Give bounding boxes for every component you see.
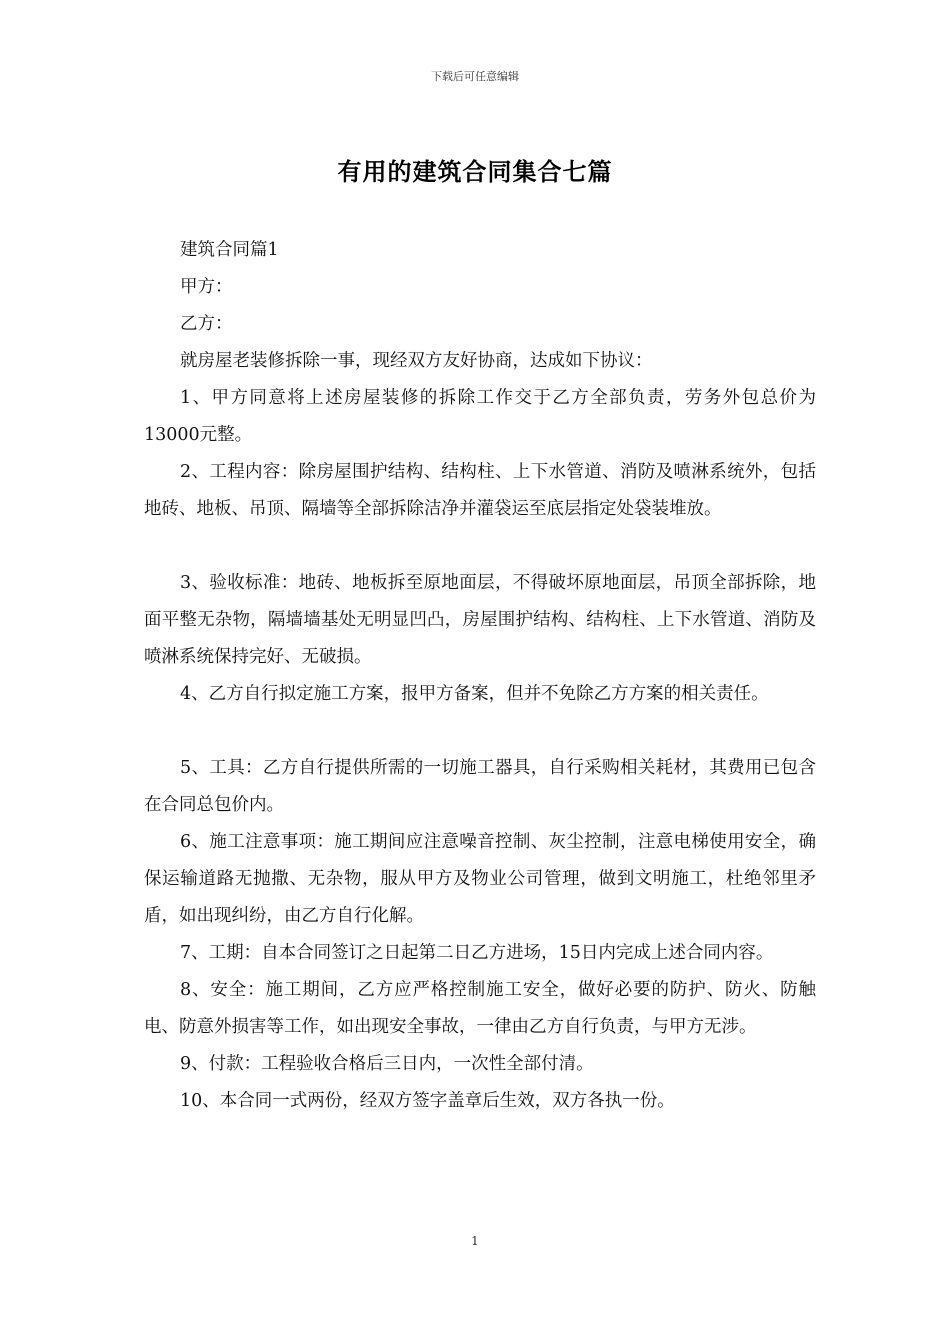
party-b-line: 乙方： bbox=[180, 314, 233, 334]
clause-8: 8、安全：施工期间，乙方应严格控制施工安全，做好必要的防护、防火、防触电、防意外损害等工作，如出现安全事故，一律由乙方自行负责，与甲方无涉。 bbox=[144, 980, 816, 1037]
clause-10: 10、本合同一式两份，经双方签字盖章后生效，双方各执一份。 bbox=[180, 1091, 675, 1111]
document-title: 有用的建筑合同集合七篇 bbox=[337, 157, 613, 186]
page-number: 1 bbox=[471, 1234, 479, 1248]
document-body bbox=[144, 232, 816, 1120]
clause-2: 2、工程内容：除房屋围护结构、结构柱、上下水管道、消防及喷淋系统外，包括地砖、地板、吊顶、隔墙等全部拆除洁净并灌袋运至底层指定处袋装堆放。 bbox=[144, 462, 816, 519]
clause-1: 1、甲方同意将上述房屋装修的拆除工作交于乙方全部负责，劳务外包总价为13000元整。 bbox=[144, 388, 816, 445]
clause-7: 7、工期：自本合同签订之日起第二日乙方进场，15日内完成上述合同内容。 bbox=[180, 943, 774, 963]
clause-4: 4、乙方自行拟定施工方案，报甲方备案，但并不免除乙方方案的相关责任。 bbox=[180, 684, 769, 704]
party-a-line: 甲方： bbox=[180, 277, 233, 297]
clause-5: 5、工具：乙方自行提供所需的一切施工器具，自行采购相关耗材，其费用已包含在合同总包价内。 bbox=[144, 758, 816, 815]
agreement-intro: 就房屋老装修拆除一事，现经双方友好协商，达成如下协议： bbox=[180, 351, 653, 371]
section-heading: 建筑合同篇1 bbox=[180, 240, 279, 260]
clause-6: 6、施工注意事项：施工期间应注意噪音控制、灰尘控制，注意电梯使用安全，确保运输道路无抛撒、无杂物，服从甲方及物业公司管理，做到文明施工，杜绝邻里矛盾，如出现纠纷，由乙方自行化解。 bbox=[144, 832, 816, 926]
clause-9: 9、付款：工程验收合格后三日内，一次性全部付清。 bbox=[180, 1054, 594, 1074]
clause-3: 3、验收标准：地砖、地板拆至原地面层，不得破坏原地面层，吊顶全部拆除，地面平整无杂物，隔墙墙基处无明显凹凸，房屋围护结构、结构柱、上下水管道、消防及喷淋系统保持完好、无破损。 bbox=[144, 573, 816, 667]
header-note: 下载后可任意编辑 bbox=[431, 70, 519, 83]
